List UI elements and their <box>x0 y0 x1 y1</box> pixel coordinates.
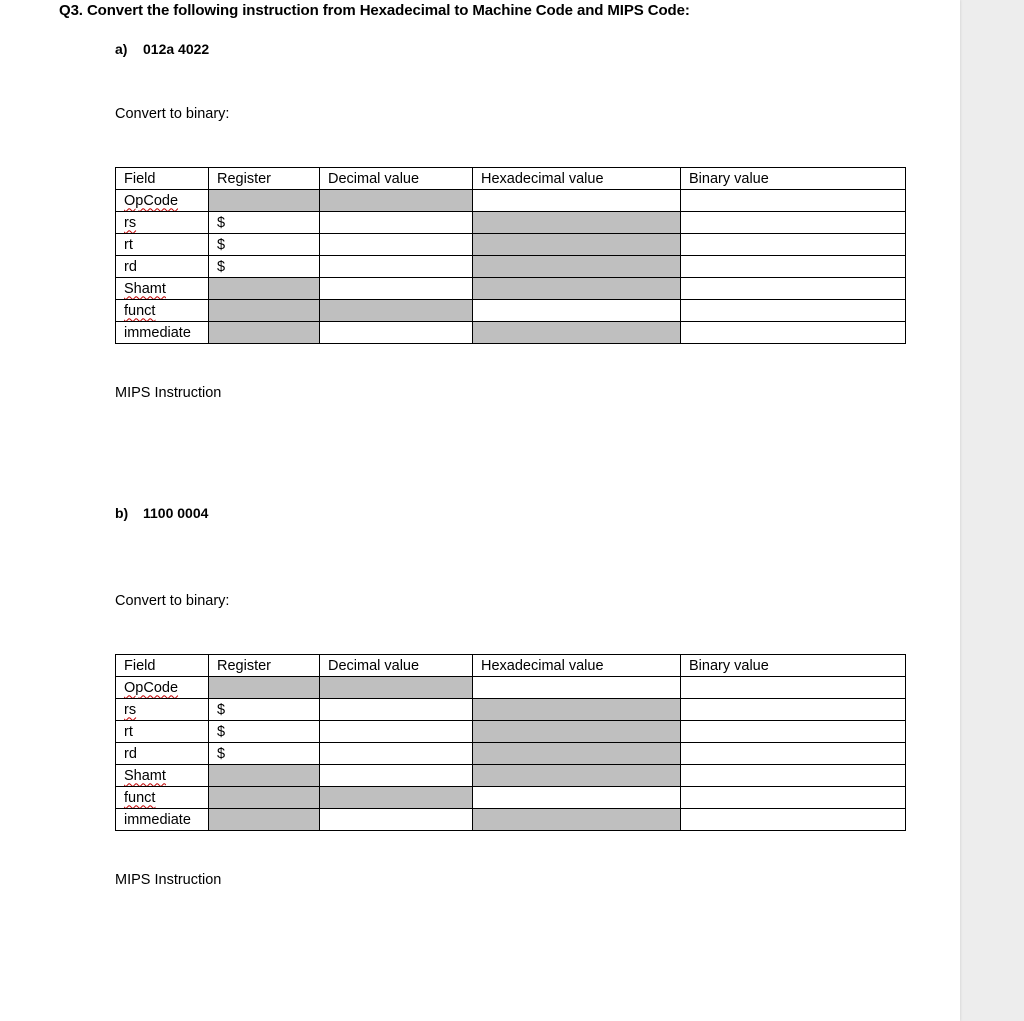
part-b-convert-label: Convert to binary: <box>115 593 230 609</box>
field-cell: rs <box>116 699 209 721</box>
field-cell: funct <box>116 300 209 322</box>
header-hex: Hexadecimal value <box>473 168 681 190</box>
register-cell[interactable]: $ <box>209 212 320 234</box>
part-a-title <box>115 41 209 57</box>
part-a-mips-label: MIPS Instruction <box>115 385 222 401</box>
table-row <box>116 190 906 212</box>
register-cell <box>209 809 320 831</box>
table-row <box>116 322 906 344</box>
part-b-hex: 1100 0004 <box>143 505 209 521</box>
binary-cell[interactable] <box>681 677 906 699</box>
binary-cell[interactable] <box>681 256 906 278</box>
hex-cell[interactable] <box>473 677 681 699</box>
table-row <box>116 256 906 278</box>
table-row <box>116 765 906 787</box>
hex-cell[interactable] <box>473 787 681 809</box>
field-cell: immediate <box>116 809 209 831</box>
part-a-convert-label: Convert to binary: <box>115 106 230 122</box>
table-row <box>116 234 906 256</box>
register-cell <box>209 787 320 809</box>
field-cell: Shamt <box>116 278 209 300</box>
header-binary: Binary value <box>681 168 906 190</box>
decimal-cell[interactable] <box>320 765 473 787</box>
register-cell <box>209 278 320 300</box>
decimal-cell <box>320 677 473 699</box>
header-hex: Hexadecimal value <box>473 655 681 677</box>
part-a-label: a) <box>115 41 128 57</box>
question-heading: Q3. Convert the following instruction from Hexadecimal to Machine Code and MIPS Code: <box>59 2 690 19</box>
binary-cell[interactable] <box>681 699 906 721</box>
hex-cell <box>473 322 681 344</box>
hex-cell <box>473 234 681 256</box>
table-header-row <box>116 655 906 677</box>
hex-cell <box>473 765 681 787</box>
table-row <box>116 278 906 300</box>
table-row <box>116 787 906 809</box>
decimal-cell[interactable] <box>320 234 473 256</box>
register-cell <box>209 190 320 212</box>
field-cell: rt <box>116 234 209 256</box>
decimal-cell[interactable] <box>320 212 473 234</box>
binary-cell[interactable] <box>681 765 906 787</box>
header-field: Field <box>116 168 209 190</box>
part-b-title <box>115 505 208 521</box>
part-b-table <box>115 654 906 831</box>
register-cell <box>209 300 320 322</box>
binary-cell[interactable] <box>681 300 906 322</box>
decimal-cell[interactable] <box>320 278 473 300</box>
table-row <box>116 699 906 721</box>
register-cell[interactable]: $ <box>209 699 320 721</box>
table-row <box>116 809 906 831</box>
hex-cell <box>473 212 681 234</box>
hex-cell <box>473 278 681 300</box>
binary-cell[interactable] <box>681 322 906 344</box>
field-cell: rs <box>116 212 209 234</box>
decimal-cell <box>320 190 473 212</box>
hex-cell <box>473 809 681 831</box>
field-cell: rd <box>116 743 209 765</box>
decimal-cell <box>320 300 473 322</box>
field-cell: Shamt <box>116 765 209 787</box>
register-cell <box>209 322 320 344</box>
field-cell: rd <box>116 256 209 278</box>
register-cell[interactable]: $ <box>209 234 320 256</box>
decimal-cell[interactable] <box>320 322 473 344</box>
table-row <box>116 677 906 699</box>
field-cell: OpCode <box>116 677 209 699</box>
field-cell: rt <box>116 721 209 743</box>
decimal-cell[interactable] <box>320 256 473 278</box>
header-decimal: Decimal value <box>320 168 473 190</box>
part-b-mips-label: MIPS Instruction <box>115 872 222 888</box>
register-cell[interactable]: $ <box>209 721 320 743</box>
register-cell[interactable]: $ <box>209 256 320 278</box>
binary-cell[interactable] <box>681 234 906 256</box>
decimal-cell[interactable] <box>320 699 473 721</box>
binary-cell[interactable] <box>681 190 906 212</box>
hex-cell <box>473 721 681 743</box>
decimal-cell[interactable] <box>320 743 473 765</box>
header-decimal: Decimal value <box>320 655 473 677</box>
register-cell <box>209 677 320 699</box>
header-register: Register <box>209 655 320 677</box>
register-cell[interactable]: $ <box>209 743 320 765</box>
table-header-row <box>116 168 906 190</box>
hex-cell <box>473 699 681 721</box>
binary-cell[interactable] <box>681 212 906 234</box>
table-row <box>116 300 906 322</box>
header-binary: Binary value <box>681 655 906 677</box>
table-row <box>116 743 906 765</box>
decimal-cell <box>320 787 473 809</box>
hex-cell[interactable] <box>473 190 681 212</box>
decimal-cell[interactable] <box>320 809 473 831</box>
binary-cell[interactable] <box>681 743 906 765</box>
table-row <box>116 721 906 743</box>
hex-cell <box>473 743 681 765</box>
binary-cell[interactable] <box>681 809 906 831</box>
table-row <box>116 212 906 234</box>
field-cell: OpCode <box>116 190 209 212</box>
part-b-label: b) <box>115 505 129 521</box>
binary-cell[interactable] <box>681 787 906 809</box>
binary-cell[interactable] <box>681 278 906 300</box>
part-a-table <box>115 167 906 344</box>
header-field: Field <box>116 655 209 677</box>
hex-cell <box>473 256 681 278</box>
field-cell: immediate <box>116 322 209 344</box>
header-register: Register <box>209 168 320 190</box>
hex-cell[interactable] <box>473 300 681 322</box>
part-a-hex: 012a 4022 <box>143 41 210 57</box>
decimal-cell[interactable] <box>320 721 473 743</box>
binary-cell[interactable] <box>681 721 906 743</box>
field-cell: funct <box>116 787 209 809</box>
register-cell <box>209 765 320 787</box>
